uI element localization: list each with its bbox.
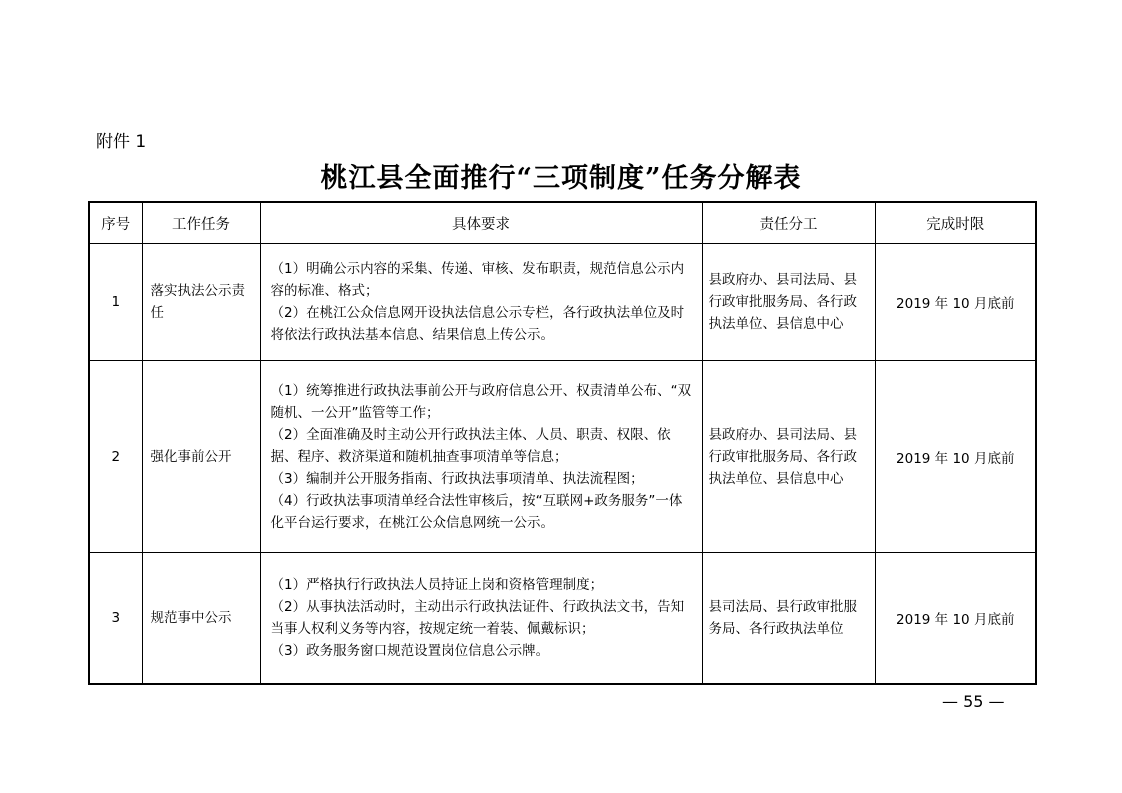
row-number: 2 — [89, 361, 142, 553]
row-deadline: 2019 年 10 月底前 — [875, 361, 1036, 553]
header-number: 序号 — [89, 202, 142, 244]
table-row — [89, 361, 1036, 553]
row-responsibility: 县政府办、县司法局、县行政审批服务局、各行政执法单位、县信息中心 — [702, 244, 875, 361]
row-task: 落实执法公示责任 — [142, 244, 260, 361]
row-requirements — [260, 361, 702, 553]
row-deadline: 2019 年 10 月底前 — [875, 553, 1036, 684]
table-row — [89, 553, 1036, 684]
header-responsibility: 责任分工 — [702, 202, 875, 244]
row-number: 1 — [89, 244, 142, 361]
requirement-item: （2）全面准确及时主动公开行政执法主体、人员、职责、权限、依据、程序、救济渠道和随机抽查事项清单等信息； — [270, 426, 671, 465]
requirement-item: （2）从事执法活动时，主动出示行政执法证件、行政执法文书，告知当事人权利义务等内容，按规定统一着装、佩戴标识； — [270, 598, 685, 637]
requirement-item: （1）明确公示内容的采集、传递、审核、发布职责，规范信息公示内容的标准、格式； — [270, 261, 685, 299]
requirement-item: （3）政务服务窗口规范设置岗位信息公示牌。 — [270, 642, 550, 659]
attachment-label: 附件 1 — [96, 132, 147, 152]
row-responsibility: 县政府办、县司法局、县行政审批服务局、各行政执法单位、县信息中心 — [702, 361, 875, 553]
row-task: 规范事中公示 — [142, 553, 260, 684]
row-task: 强化事前公开 — [142, 361, 260, 553]
table-row — [89, 244, 1036, 361]
requirement-item: （1）严格执行行政执法人员持证上岗和资格管理制度； — [270, 576, 604, 593]
header-requirements: 具体要求 — [260, 202, 702, 244]
requirement-item: （3）编制并公开服务指南、行政执法事项清单、执法流程图； — [270, 470, 644, 487]
table-header-row — [89, 202, 1036, 244]
header-deadline: 完成时限 — [875, 202, 1036, 244]
requirement-item: （4）行政执法事项清单经合法性审核后，按“互联网+政务服务”一体化平台运行要求，在桃江公众信息网统一公示。 — [270, 492, 683, 531]
row-requirements — [260, 244, 702, 361]
requirement-item: （2）在桃江公众信息网开设执法信息公示专栏，各行政执法单位及时将依法行政执法基本信息、结果信息上传公示。 — [270, 305, 685, 343]
task-table — [88, 201, 1037, 685]
header-task: 工作任务 — [142, 202, 260, 244]
row-requirements — [260, 553, 702, 684]
page-number: — 55 — — [942, 692, 1005, 711]
row-number: 3 — [89, 553, 142, 684]
requirement-item: （1）统筹推进行政执法事前公开与政府信息公开、权责清单公布、“双随机、一公开”监管等工作； — [270, 382, 692, 421]
document-title: 桃江县全面推行“三项制度”任务分解表 — [320, 163, 802, 194]
row-responsibility: 县司法局、县行政审批服务局、各行政执法单位 — [702, 553, 875, 684]
row-deadline: 2019 年 10 月底前 — [875, 244, 1036, 361]
